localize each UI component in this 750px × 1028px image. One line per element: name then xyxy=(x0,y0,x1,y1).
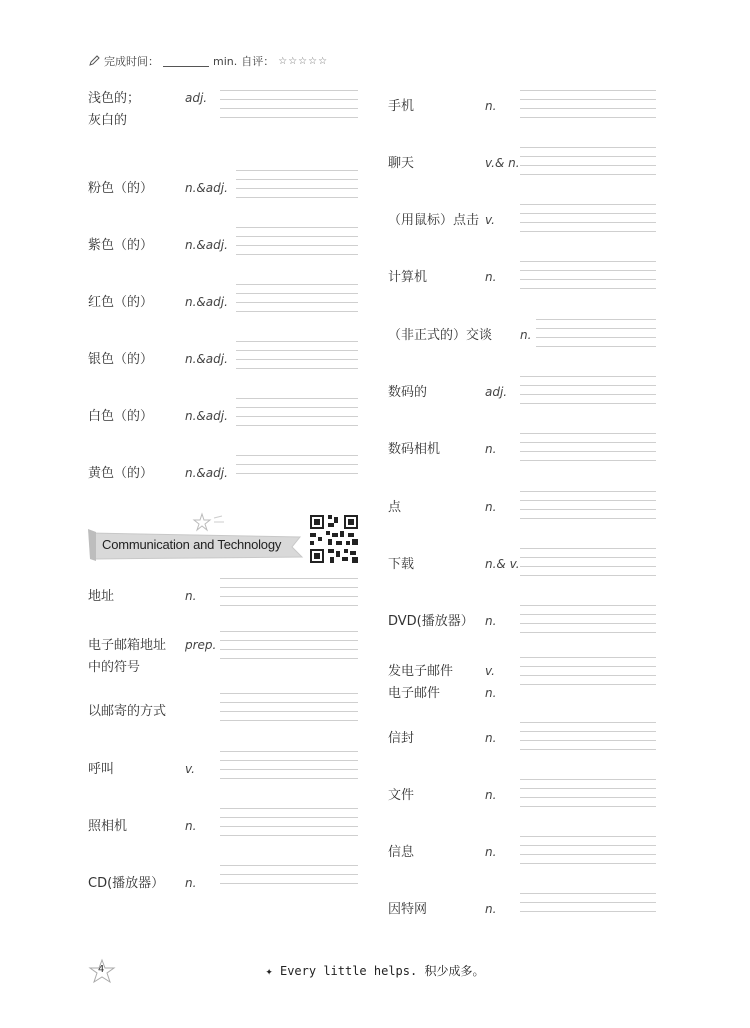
writing-lines[interactable] xyxy=(236,455,358,482)
writing-lines[interactable] xyxy=(520,204,656,240)
writing-lines[interactable] xyxy=(520,722,656,758)
part-of-speech: n. xyxy=(485,788,497,802)
writing-lines[interactable] xyxy=(220,808,358,844)
part-of-speech: n. xyxy=(520,328,532,342)
qr-code-icon[interactable] xyxy=(308,513,360,565)
writing-lines[interactable] xyxy=(520,433,656,469)
chinese-term: （用鼠标）点击 xyxy=(388,213,480,228)
chinese-term: 照相机 xyxy=(88,819,128,834)
writing-lines[interactable] xyxy=(520,893,656,920)
part-of-speech: v. xyxy=(485,213,495,227)
chinese-term: 信息 xyxy=(388,845,415,860)
writing-lines[interactable] xyxy=(220,751,358,787)
writing-lines[interactable] xyxy=(220,578,358,614)
chinese-term: CD(播放器） xyxy=(88,876,165,891)
chinese-term: 地址 xyxy=(88,589,115,604)
chinese-term: 计算机 xyxy=(388,270,428,285)
writing-lines[interactable] xyxy=(220,90,358,126)
part-of-speech: n. xyxy=(485,845,497,859)
writing-lines[interactable] xyxy=(520,657,656,693)
part-of-speech: n. xyxy=(485,442,497,456)
part-of-speech: n. xyxy=(485,99,497,113)
writing-lines[interactable] xyxy=(520,605,656,641)
writing-lines[interactable] xyxy=(220,631,358,667)
chinese-term: 白色（的） xyxy=(88,409,154,424)
footer-motto: ✦ Every little helps. 积少成多。 xyxy=(265,964,485,978)
part-of-speech: v.& n. xyxy=(485,156,520,170)
part-of-speech: n.&adj. xyxy=(185,352,228,366)
part-of-speech: n. xyxy=(185,819,197,833)
chinese-term-line2: 灰白的 xyxy=(88,113,128,128)
chinese-term: 以邮寄的方式 xyxy=(88,704,167,719)
chinese-term: 因特网 xyxy=(388,902,428,917)
chinese-term: 呼叫 xyxy=(88,762,115,777)
chinese-term: 红色（的） xyxy=(88,295,154,310)
part-of-speech: n.&adj. xyxy=(185,466,228,480)
writing-lines[interactable] xyxy=(236,227,358,263)
writing-lines[interactable] xyxy=(236,170,358,206)
part-of-speech: adj. xyxy=(185,91,208,105)
chinese-term: 点 xyxy=(388,500,402,515)
time-unit: min. xyxy=(213,54,238,68)
part-of-speech: n.&adj. xyxy=(185,295,228,309)
chinese-term: 信封 xyxy=(388,731,415,746)
chinese-term: 粉色（的） xyxy=(88,181,154,196)
chinese-term: 手机 xyxy=(388,99,415,114)
self-eval-label: 自评： xyxy=(241,55,275,68)
writing-lines[interactable] xyxy=(520,376,656,412)
part-of-speech: n. xyxy=(485,270,497,284)
writing-lines[interactable] xyxy=(536,319,656,355)
time-label: 完成时间： xyxy=(104,55,159,68)
part-of-speech: adj. xyxy=(485,385,508,399)
part-of-speech: n. xyxy=(485,731,497,745)
chinese-term: 浅色的； xyxy=(88,91,141,106)
star-decoration-icon xyxy=(192,512,226,534)
chinese-term: 银色（的） xyxy=(88,352,154,367)
chinese-term: 黄色（的） xyxy=(88,466,154,481)
writing-lines[interactable] xyxy=(220,865,358,892)
part-of-speech: n. xyxy=(185,589,197,603)
chinese-term: 紫色（的） xyxy=(88,238,154,253)
chinese-term-line2: 电子邮件 xyxy=(388,686,441,701)
chinese-term: （非正式的）交谈 xyxy=(388,328,493,343)
section-title: Communication and Technology xyxy=(102,537,282,552)
chinese-term: 数码的 xyxy=(388,385,428,400)
header xyxy=(88,53,328,69)
part-of-speech: n.&adj. xyxy=(185,409,228,423)
writing-lines[interactable] xyxy=(236,341,358,377)
chinese-term: 聊天 xyxy=(388,156,415,171)
rating-stars[interactable]: ☆☆☆☆☆ xyxy=(278,55,329,67)
chinese-term: 数码相机 xyxy=(388,442,441,457)
part-of-speech: n.& v. xyxy=(485,557,520,571)
chinese-term: 电子邮箱地址 xyxy=(88,638,167,653)
chinese-term: 文件 xyxy=(388,788,415,803)
writing-lines[interactable] xyxy=(220,693,358,729)
section-banner xyxy=(88,529,308,563)
writing-lines[interactable] xyxy=(520,90,656,126)
pencil-icon xyxy=(88,55,100,67)
writing-lines[interactable] xyxy=(520,261,656,297)
writing-lines[interactable] xyxy=(236,398,358,434)
chinese-term: DVD(播放器） xyxy=(388,614,474,629)
part-of-speech: n. xyxy=(485,902,497,916)
part-of-speech: n. xyxy=(185,876,197,890)
time-blank[interactable] xyxy=(163,56,209,67)
writing-lines[interactable] xyxy=(520,836,656,872)
part-of-speech-line2: n. xyxy=(485,686,497,700)
writing-lines[interactable] xyxy=(520,147,656,183)
part-of-speech: n.&adj. xyxy=(185,238,228,252)
writing-lines[interactable] xyxy=(236,284,358,320)
part-of-speech: prep. xyxy=(185,638,217,652)
writing-lines[interactable] xyxy=(520,779,656,815)
chinese-term: 下载 xyxy=(388,557,415,572)
part-of-speech: n.&adj. xyxy=(185,181,228,195)
writing-lines[interactable] xyxy=(520,491,656,527)
part-of-speech: v. xyxy=(485,664,495,678)
chinese-term: 发电子邮件 xyxy=(388,664,454,679)
page-number-text: 4 xyxy=(98,964,105,975)
writing-lines[interactable] xyxy=(520,548,656,584)
part-of-speech: n. xyxy=(485,614,497,628)
chinese-term-line2: 中的符号 xyxy=(88,660,141,675)
part-of-speech: v. xyxy=(185,762,195,776)
part-of-speech: n. xyxy=(485,500,497,514)
